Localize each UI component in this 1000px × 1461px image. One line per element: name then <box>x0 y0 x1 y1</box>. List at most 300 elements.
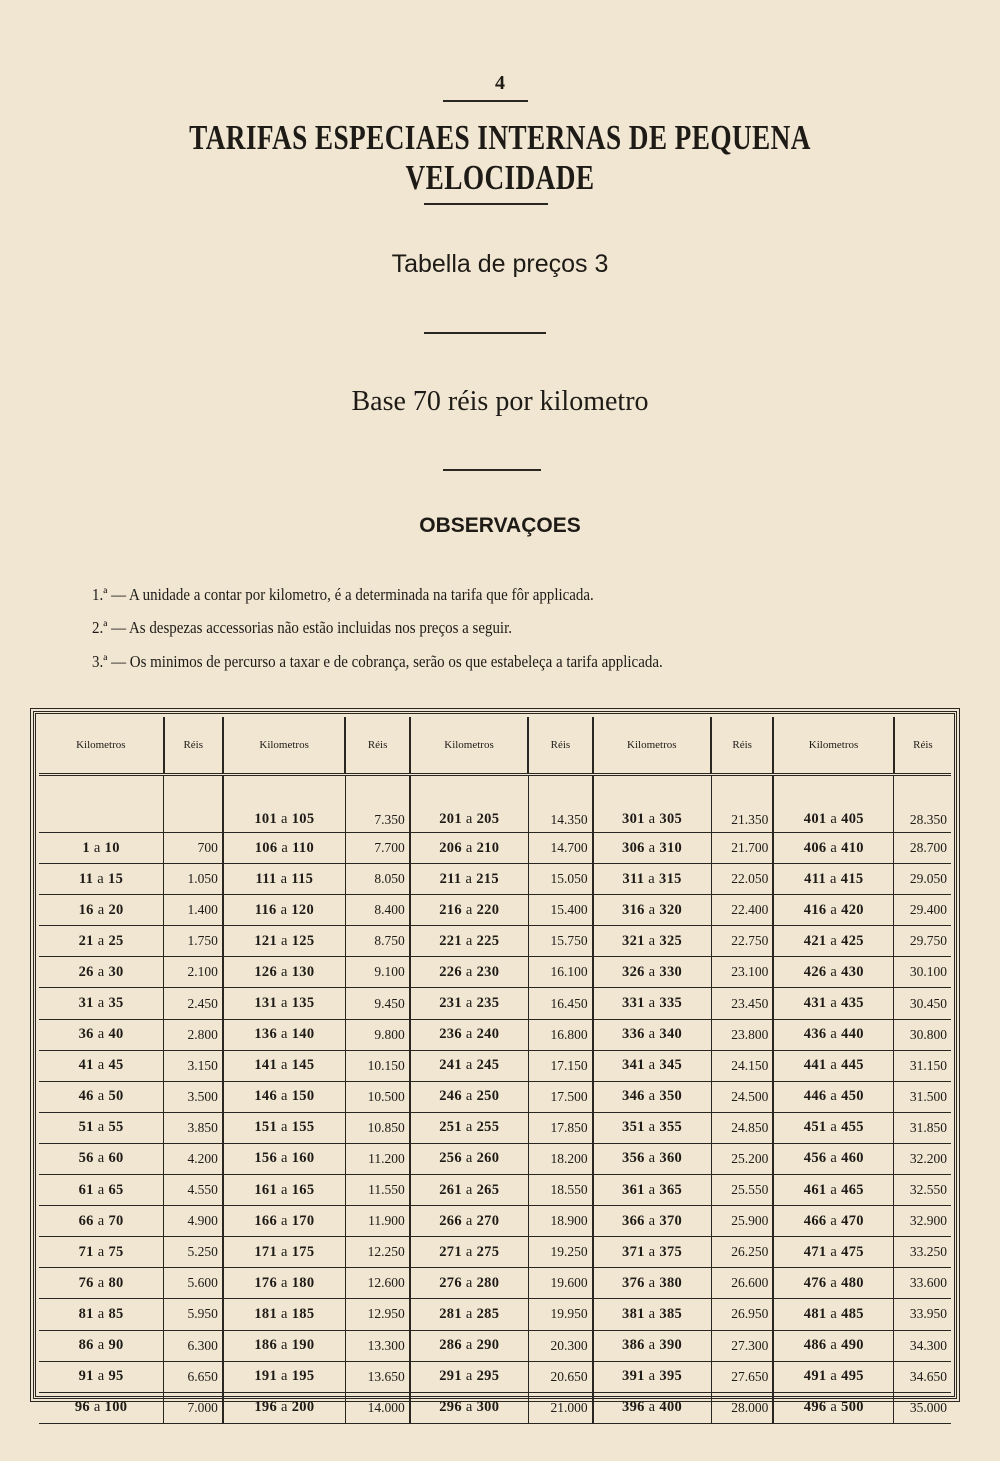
km-from: 321 <box>622 932 645 949</box>
km-range-cell <box>593 1237 711 1268</box>
km-connector: a <box>830 811 838 827</box>
reis-cell <box>711 1175 773 1206</box>
km-from: 241 <box>439 1057 462 1074</box>
km-connector: a <box>97 901 105 918</box>
km-connector: a <box>280 870 288 887</box>
km-to: 190 <box>291 1337 315 1354</box>
reis-cell <box>894 1175 951 1206</box>
price-value: 34.650 <box>909 1368 947 1384</box>
km-from: 301 <box>622 811 645 827</box>
km-to: 260 <box>476 1150 500 1167</box>
rule-under-page-number <box>443 100 528 102</box>
price-value: 8.750 <box>374 933 405 949</box>
km-connector: a <box>281 1181 288 1198</box>
km-to: 65 <box>108 1181 124 1198</box>
km-connector: a <box>97 1212 105 1229</box>
km-from: 26 <box>78 963 94 980</box>
price-value: 30.100 <box>909 964 947 980</box>
table-row <box>39 1175 951 1206</box>
reis-cell <box>164 957 223 988</box>
km-connector: a <box>281 1026 288 1043</box>
price-value: 24.150 <box>731 1057 769 1073</box>
km-connector: a <box>281 1243 288 1260</box>
km-from: 41 <box>78 1057 94 1074</box>
table-row <box>39 1361 951 1392</box>
km-connector: a <box>830 1026 838 1043</box>
km-to: 10 <box>104 839 120 856</box>
km-connector: a <box>648 1181 656 1198</box>
km-connector: a <box>281 1368 288 1385</box>
km-range-cell <box>593 833 711 864</box>
km-connector: a <box>281 1057 288 1074</box>
price-value: 2.450 <box>187 995 218 1011</box>
price-value: 29.050 <box>909 871 947 887</box>
reis-cell <box>164 1361 223 1392</box>
price-value: 13.650 <box>367 1368 405 1384</box>
km-connector: a <box>97 1368 105 1385</box>
km-range-cell <box>773 1361 893 1392</box>
price-value: 35.000 <box>909 1399 947 1415</box>
km-connector: a <box>830 901 838 918</box>
observation-1: 1.ª — A unidade a contar por kilometro, é a determinada na tarifa que fôr applicada. <box>92 585 594 604</box>
km-from: 371 <box>622 1243 645 1260</box>
price-value: 14.700 <box>550 840 588 856</box>
km-range-cell <box>593 1392 711 1423</box>
km-range-cell <box>39 864 164 895</box>
reis-cell <box>894 1392 951 1423</box>
reis-cell <box>528 1392 592 1423</box>
km-from: 231 <box>439 995 462 1012</box>
km-to: 310 <box>659 839 683 856</box>
table-row <box>39 1330 951 1361</box>
price-value: 31.850 <box>909 1119 947 1135</box>
km-connector: a <box>97 1305 105 1322</box>
km-to: 55 <box>108 1119 124 1136</box>
km-range-cell <box>410 833 528 864</box>
price-value: 24.500 <box>731 1088 769 1104</box>
km-from: 341 <box>622 1057 645 1074</box>
price-value: 21.350 <box>731 812 769 827</box>
km-from: 186 <box>254 1337 277 1354</box>
km-to: 165 <box>291 1181 315 1198</box>
km-from: 66 <box>78 1212 94 1229</box>
km-connector: a <box>97 1274 105 1291</box>
reis-cell <box>894 1206 951 1237</box>
km-from: 246 <box>439 1088 462 1105</box>
reis-cell <box>528 1330 592 1361</box>
table-row <box>39 1392 951 1423</box>
km-range-cell <box>39 1050 164 1081</box>
price-value: 20.300 <box>550 1337 588 1353</box>
km-range-cell <box>39 988 164 1019</box>
km-connector: a <box>648 839 656 856</box>
price-value: 13.300 <box>367 1337 405 1353</box>
reis-cell <box>711 1392 773 1423</box>
km-range-cell <box>223 1050 346 1081</box>
header-reis: Réis <box>528 717 592 775</box>
km-range-cell <box>593 988 711 1019</box>
km-from: 461 <box>803 1181 827 1198</box>
reis-cell <box>164 1050 223 1081</box>
km-from: 11 <box>78 870 94 887</box>
km-range-cell <box>593 895 711 926</box>
price-value: 6.650 <box>187 1368 218 1384</box>
km-range-cell <box>410 1330 528 1361</box>
km-connector: a <box>648 995 656 1012</box>
km-range-cell <box>773 1143 893 1174</box>
price-value: 14.350 <box>550 812 588 827</box>
km-from: 196 <box>254 1399 277 1416</box>
km-connector: a <box>281 1399 288 1416</box>
km-from: 451 <box>803 1119 827 1136</box>
km-connector: a <box>830 963 838 980</box>
price-value: 23.100 <box>731 964 769 980</box>
reis-cell <box>528 1081 592 1112</box>
km-from: 236 <box>439 1026 462 1043</box>
km-from: 76 <box>78 1274 94 1291</box>
km-range-cell <box>773 1392 893 1423</box>
km-range-cell <box>773 864 893 895</box>
km-from: 101 <box>254 811 277 827</box>
price-value: 7.700 <box>374 840 405 856</box>
km-from: 46 <box>78 1088 94 1105</box>
price-value: 10.150 <box>367 1057 405 1073</box>
km-connector: a <box>97 1337 105 1354</box>
price-value: 19.600 <box>550 1275 588 1291</box>
reis-cell <box>528 926 592 957</box>
km-range-cell <box>410 895 528 926</box>
price-value: 3.150 <box>187 1057 218 1073</box>
reis-cell <box>894 1237 951 1268</box>
km-to: 25 <box>108 932 124 949</box>
page-number: 4 <box>495 72 505 94</box>
reis-cell <box>164 1392 223 1423</box>
km-to: 245 <box>476 1057 500 1074</box>
km-from: 181 <box>254 1305 277 1322</box>
price-value: 22.050 <box>731 871 769 887</box>
km-from: 31 <box>78 995 94 1012</box>
km-to: 485 <box>841 1305 864 1322</box>
km-to: 30 <box>108 963 124 980</box>
km-to: 130 <box>291 963 315 980</box>
km-to: 495 <box>841 1368 864 1385</box>
km-range-cell <box>223 833 346 864</box>
price-value: 28.350 <box>909 812 947 827</box>
km-to: 405 <box>841 811 864 827</box>
km-to: 125 <box>291 932 315 949</box>
price-value: 25.900 <box>731 1213 769 1229</box>
reis-cell <box>164 1112 223 1143</box>
km-from: 96 <box>74 1399 90 1416</box>
km-connector: a <box>465 1274 473 1291</box>
table-row <box>39 833 951 864</box>
table-row <box>39 1206 951 1237</box>
km-connector: a <box>465 1181 473 1198</box>
price-value: 4.200 <box>187 1150 218 1166</box>
price-value: 4.900 <box>187 1213 218 1229</box>
km-from: 276 <box>439 1274 462 1291</box>
reis-cell <box>711 833 773 864</box>
km-from: 291 <box>439 1368 462 1385</box>
price-value: 5.600 <box>187 1275 218 1291</box>
km-connector: a <box>465 1057 473 1074</box>
km-to: 365 <box>659 1181 683 1198</box>
header-reis: Réis <box>164 717 223 775</box>
price-value: 33.950 <box>909 1306 947 1322</box>
header-reis: Réis <box>894 717 951 775</box>
km-range-cell <box>410 1112 528 1143</box>
km-to: 15 <box>108 870 124 887</box>
price-value: 18.200 <box>550 1150 588 1166</box>
price-value: 7.000 <box>187 1399 218 1415</box>
km-from: 216 <box>439 901 462 918</box>
km-connector: a <box>97 995 105 1012</box>
km-connector: a <box>648 1243 656 1260</box>
km-from: 251 <box>439 1119 462 1136</box>
table-row <box>39 1143 951 1174</box>
km-range-cell <box>773 1237 893 1268</box>
km-range-cell <box>410 1081 528 1112</box>
table-row <box>39 1112 951 1143</box>
km-from: 51 <box>78 1119 94 1136</box>
km-range-cell <box>410 775 528 833</box>
reis-cell <box>345 988 409 1019</box>
reis-cell <box>711 988 773 1019</box>
km-connector: a <box>648 1368 656 1385</box>
km-connector: a <box>648 1337 656 1354</box>
km-to: 85 <box>108 1305 124 1322</box>
reis-cell <box>894 864 951 895</box>
reis-cell <box>711 1081 773 1112</box>
km-to: 335 <box>659 995 683 1012</box>
price-value: 18.550 <box>550 1182 588 1198</box>
km-connector: a <box>281 1150 288 1167</box>
km-range-cell <box>593 1019 711 1050</box>
km-to: 490 <box>841 1337 864 1354</box>
km-range-cell <box>410 1361 528 1392</box>
price-value: 17.500 <box>550 1088 588 1104</box>
km-from: 141 <box>254 1057 277 1074</box>
km-range-cell <box>39 926 164 957</box>
km-to: 370 <box>659 1212 683 1229</box>
km-to: 435 <box>841 995 864 1012</box>
reis-cell <box>528 1019 592 1050</box>
km-range-cell <box>39 1175 164 1206</box>
km-to: 295 <box>476 1368 500 1385</box>
reis-cell <box>894 1268 951 1299</box>
price-value: 10.500 <box>367 1088 405 1104</box>
km-to: 420 <box>841 901 864 918</box>
reis-cell <box>528 1268 592 1299</box>
km-range-cell <box>593 926 711 957</box>
rate-table-frame <box>33 711 957 1416</box>
km-from: 316 <box>622 901 645 918</box>
km-range-cell <box>410 988 528 1019</box>
price-value: 7.350 <box>374 812 405 827</box>
rule-under-table-title <box>424 332 546 334</box>
km-from: 411 <box>804 870 827 887</box>
reis-cell <box>894 775 951 833</box>
reis-cell <box>164 1081 223 1112</box>
km-to: 415 <box>840 870 864 887</box>
km-connector: a <box>830 995 838 1012</box>
km-from: 156 <box>254 1150 277 1167</box>
main-title: TARIFAS ESPECIAES INTERNAS DE PEQUENA VELOCIDADE <box>189 118 811 197</box>
km-to: 195 <box>291 1368 315 1385</box>
price-value: 23.450 <box>731 995 769 1011</box>
km-from: 491 <box>803 1368 827 1385</box>
price-value: 12.600 <box>367 1275 405 1291</box>
km-connector: a <box>97 1243 105 1260</box>
km-from: 431 <box>803 995 827 1012</box>
reis-cell <box>164 864 223 895</box>
header-kilometros: Kilometros <box>39 717 164 775</box>
km-range-cell <box>39 1112 164 1143</box>
km-range-cell <box>773 1268 893 1299</box>
table-header-row <box>39 717 951 775</box>
header-reis: Réis <box>345 717 409 775</box>
km-to: 500 <box>841 1399 864 1416</box>
km-from: 56 <box>78 1150 94 1167</box>
price-value: 15.050 <box>550 871 588 887</box>
reis-cell <box>894 1143 951 1174</box>
km-to: 425 <box>841 932 864 949</box>
km-connector: a <box>830 1181 838 1198</box>
km-to: 340 <box>659 1026 683 1043</box>
reis-cell <box>894 957 951 988</box>
km-range-cell <box>773 1175 893 1206</box>
km-connector: a <box>830 1212 838 1229</box>
km-to: 395 <box>659 1368 683 1385</box>
km-connector: a <box>465 839 473 856</box>
reis-cell <box>711 1050 773 1081</box>
km-to: 115 <box>291 870 314 887</box>
km-range-cell <box>593 1112 711 1143</box>
km-connector: a <box>830 1274 838 1291</box>
km-connector: a <box>830 1150 838 1167</box>
km-range-cell <box>39 1237 164 1268</box>
reis-cell <box>164 1175 223 1206</box>
km-connector: a <box>465 1243 473 1260</box>
table-row <box>39 775 951 833</box>
km-to: 375 <box>659 1243 683 1260</box>
reis-cell <box>164 1330 223 1361</box>
price-value: 28.700 <box>909 840 947 856</box>
reis-cell <box>345 1392 409 1423</box>
price-value: 25.200 <box>731 1150 769 1166</box>
km-from: 296 <box>439 1399 462 1416</box>
km-from: 206 <box>439 839 462 856</box>
km-to: 110 <box>292 839 314 856</box>
km-from: 111 <box>255 870 277 887</box>
price-value: 15.750 <box>550 933 588 949</box>
reis-cell <box>894 1081 951 1112</box>
table-row <box>39 926 951 957</box>
km-from: 81 <box>78 1305 94 1322</box>
km-connector: a <box>281 932 288 949</box>
km-range-cell <box>410 1206 528 1237</box>
table-row <box>39 988 951 1019</box>
reis-cell <box>164 833 223 864</box>
price-value: 11.900 <box>368 1213 405 1229</box>
km-from: 396 <box>622 1399 645 1416</box>
km-from: 441 <box>803 1057 827 1074</box>
base-rate-text: Base 70 réis por kilometro <box>351 386 649 417</box>
table-row <box>39 864 951 895</box>
km-to: 120 <box>291 901 314 918</box>
price-value: 23.800 <box>731 1026 769 1042</box>
rule-under-base-rate <box>443 469 541 471</box>
km-connector: a <box>830 1368 838 1385</box>
km-to: 150 <box>291 1088 315 1105</box>
km-range-cell <box>773 957 893 988</box>
km-from: 486 <box>803 1337 827 1354</box>
reis-cell <box>345 1330 409 1361</box>
table-row <box>39 1081 951 1112</box>
price-value: 16.100 <box>550 964 588 980</box>
table-row <box>39 1237 951 1268</box>
km-connector: a <box>648 1212 656 1229</box>
reis-cell <box>345 775 409 833</box>
price-value: 8.050 <box>374 871 405 887</box>
reis-cell <box>164 1268 223 1299</box>
price-value: 16.450 <box>550 995 588 1011</box>
km-to: 225 <box>476 932 500 949</box>
km-range-cell <box>410 1143 528 1174</box>
reis-cell <box>345 1175 409 1206</box>
km-range-cell <box>39 1330 164 1361</box>
km-range-cell <box>223 1268 346 1299</box>
table-row <box>39 1299 951 1330</box>
km-from: 331 <box>622 995 645 1012</box>
reis-cell <box>528 864 592 895</box>
price-value: 32.900 <box>909 1213 947 1229</box>
reis-cell <box>894 1299 951 1330</box>
km-to: 475 <box>841 1243 864 1260</box>
km-range-cell <box>39 1081 164 1112</box>
km-from: 201 <box>439 811 462 827</box>
km-range-cell <box>773 1081 893 1112</box>
km-to: 445 <box>841 1057 864 1074</box>
price-value: 1.400 <box>187 902 218 918</box>
km-to: 265 <box>476 1181 500 1198</box>
table-row <box>39 1268 951 1299</box>
km-from: 1 <box>82 839 90 856</box>
km-range-cell <box>410 1299 528 1330</box>
price-value: 27.650 <box>731 1368 769 1384</box>
price-value: 1.750 <box>187 933 218 949</box>
price-value: 19.250 <box>550 1244 588 1260</box>
km-to: 35 <box>108 995 124 1012</box>
reis-cell <box>711 1361 773 1392</box>
km-from: 401 <box>803 811 827 827</box>
km-range-cell <box>773 1299 893 1330</box>
reis-cell <box>164 1019 223 1050</box>
km-to: 205 <box>476 811 500 827</box>
reis-cell <box>894 926 951 957</box>
km-to: 460 <box>841 1150 864 1167</box>
km-from: 421 <box>803 932 827 949</box>
reis-cell <box>528 1361 592 1392</box>
observation-3: 3.ª — Os minimos de percurso a taxar e de cobrança, serão os que estabeleça a tarifa applicada. <box>92 652 663 671</box>
km-range-cell <box>223 1392 346 1423</box>
km-from: 71 <box>78 1243 94 1260</box>
km-from: 436 <box>803 1026 827 1043</box>
km-from: 481 <box>803 1305 827 1322</box>
km-from: 211 <box>439 870 462 887</box>
km-connector: a <box>97 963 105 980</box>
km-connector: a <box>281 995 288 1012</box>
